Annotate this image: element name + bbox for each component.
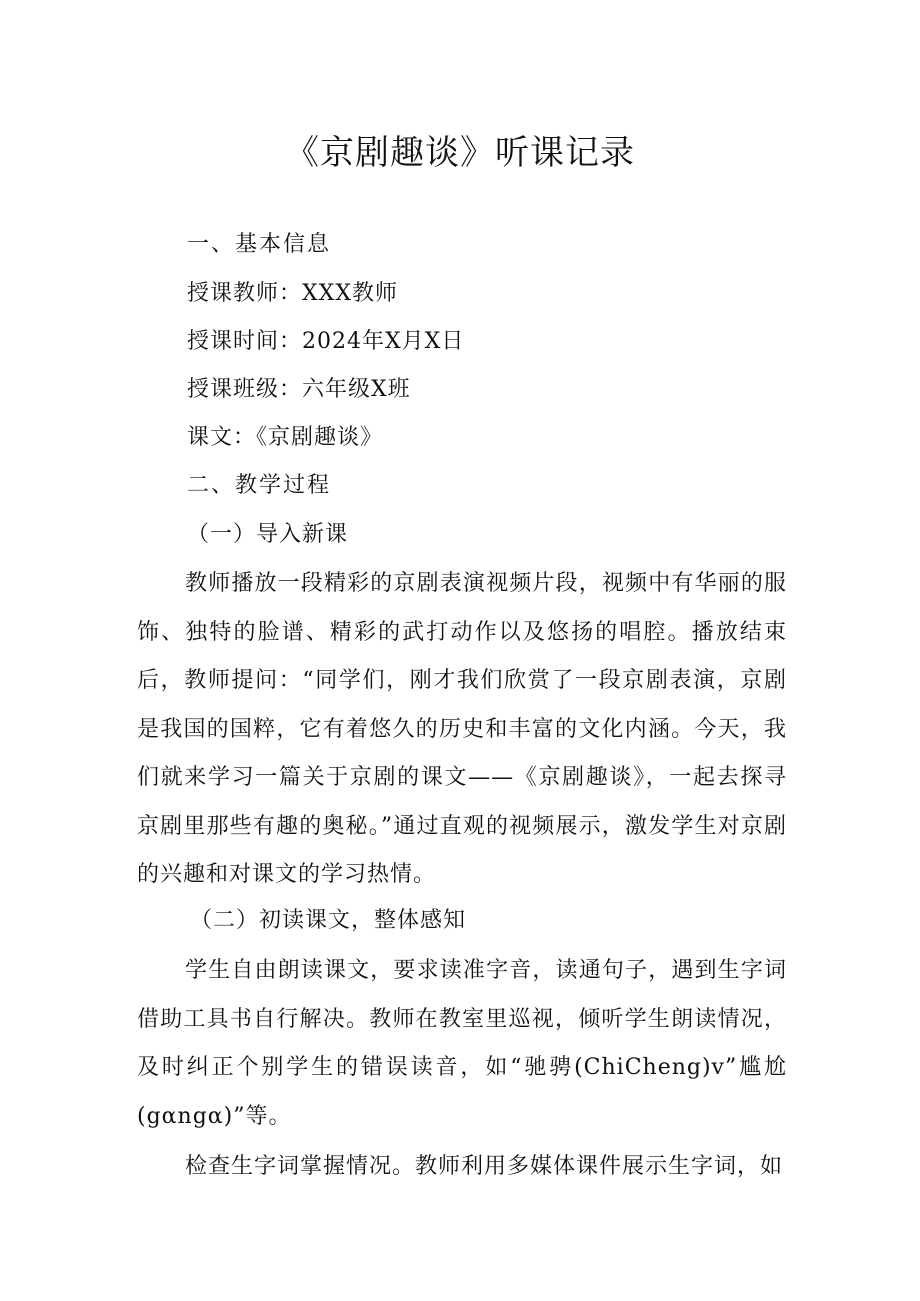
paragraph-intro: 教师播放一段精彩的京剧表演视频片段，视频中有华丽的服饰、独特的脸谱、精彩的武打动作以及悠扬的唱腔。播放结束后，教师提问：“同学们，刚才我们欣赏了一段京剧表演，京剧是我国的国粹，它有着悠久的历史和丰富的文化内涵。今天，我们就来学习一篇关于京剧的课文——《京剧趣谈》，一起去探寻京剧里那些有趣的奥秘。”通过直观的视频展示，激发学生对京剧的兴趣和对课文的学习热情。	[137, 571, 787, 887]
info-text: 课文：《京剧趣谈》	[187, 425, 384, 450]
section-heading-teaching-process: 二、教学过程	[187, 473, 332, 498]
paragraph-first-reading: 学生自由朗读课文，要求读准字音，读通句子，遇到生字词借助工具书自行解决。教师在教室里巡视，倾听学生朗读情况，及时纠正个别学生的错误读音，如“驰骋(ChiCheng)v”尴尬(gαngα)”等。	[137, 958, 787, 1129]
info-teacher: 授课教师：XXX教师	[187, 281, 398, 306]
document-title: 《京剧趣谈》听课记录	[285, 133, 635, 173]
subsection-heading-first-reading: （二）初读课文，整体感知	[190, 908, 467, 933]
paragraph-vocabulary-check: 检查生字词掌握情况。教师利用多媒体课件展示生字词，如	[185, 1154, 784, 1179]
info-time: 授课时间：2024年X月X日	[187, 329, 465, 354]
info-class: 授课班级：六年级X班	[187, 377, 411, 402]
section-heading-basic-info: 一、基本信息	[187, 232, 332, 257]
subsection-heading-intro: （一）导入新课	[187, 522, 349, 547]
